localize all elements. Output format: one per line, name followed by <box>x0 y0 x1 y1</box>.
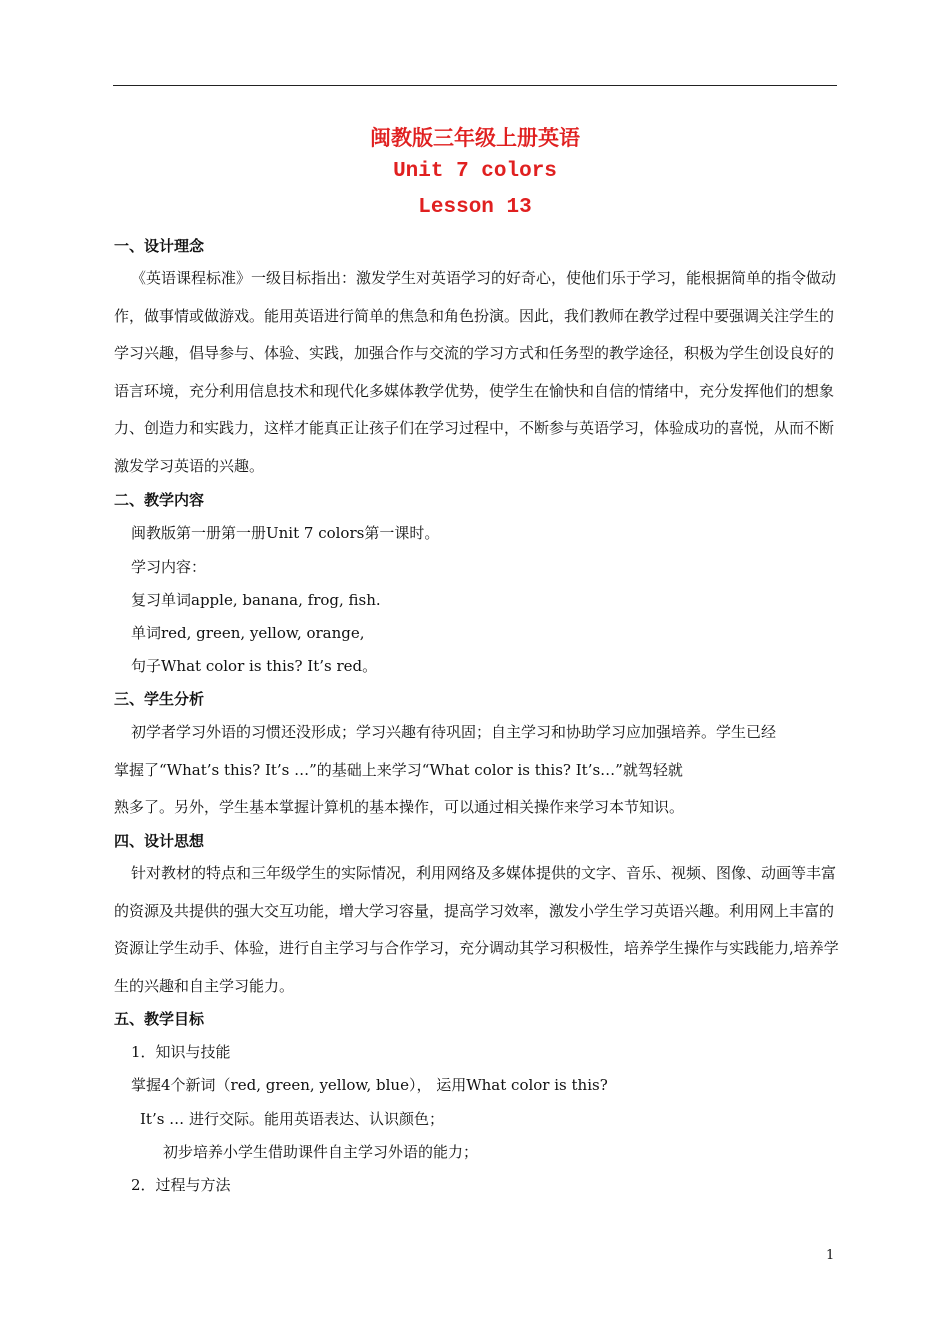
section-5-subheading: 2．过程与方法 <box>131 1176 231 1194</box>
doc-title: 闽教版三年级上册英语 <box>370 126 580 150</box>
section-2-line: 单词red, green, yellow, orange, <box>131 624 365 642</box>
section-5-line: 初步培养小学生借助课件自主学习外语的能力； <box>163 1143 479 1161</box>
section-3-line: 掌握了“What’s this? It’s …”的基础上来学习“What color is this? It’s…”就驾轻就 <box>114 761 683 779</box>
section-2-line: 句子What color is this? It’s red。 <box>131 657 378 675</box>
section-5-line: 掌握4个新词（red, green, yellow, blue）， 运用What color is this? <box>131 1076 608 1094</box>
header-rule <box>113 85 837 86</box>
section-5-subheading: 1．知识与技能 <box>131 1043 231 1061</box>
section-5-line: It’s … 进行交际。能用英语表达、认识颜色； <box>140 1110 444 1128</box>
section-heading-2: 二、教学内容 <box>114 491 205 509</box>
section-heading-3: 三、学生分析 <box>114 690 205 708</box>
section-heading-1: 一、设计理念 <box>114 237 205 255</box>
doc-unit-title: Unit 7 colors <box>393 160 557 183</box>
section-2-line: 闽教版第一册第一册Unit 7 colors第一课时。 <box>131 524 440 542</box>
section-3-line: 初学者学习外语的习惯还没形成；学习兴趣有待巩固；自主学习和协助学习应加强培养。学生已经 <box>131 723 777 741</box>
section-heading-4: 四、设计思想 <box>114 832 205 850</box>
page-number: 1 <box>826 1248 835 1263</box>
section-heading-5: 五、教学目标 <box>114 1010 205 1028</box>
doc-lesson-title: Lesson 13 <box>418 196 532 219</box>
section-4-paragraph: 针对教材的特点和三年级学生的实际情况，利用网络及多媒体提供的文字、音乐、视频、图像、动画等丰富的资源及共提供的强大交互功能，增大学习容量，提高学习效率，激发小学生学习英语兴趣。利用网上丰富的资源让学生动手、体验，进行自主学习与合作学习，充分调动其学习积极性，培养学生操作与实践能力,培养学生的兴趣和自主学习能力。 <box>114 864 839 995</box>
section-1-paragraph: 《英语课程标准》一级目标指出：激发学生对英语学习的好奇心，使他们乐于学习，能根据简单的指令做动作，做事情或做游戏。能用英语进行简单的焦急和角色扮演。因此，我们教师在教学过程中要强调关注学生的学习兴趣，倡导参与、体验、实践，加强合作与交流的学习方式和任务型的教学途径，积极为学生创设良好的语言环境，充分利用信息技术和现代化多媒体教学优势，使学生在愉快和自信的情绪中，充分发挥他们的想象力、创造力和实践力，这样才能真正让孩子们在学习过程中，不断参与英语学习，体验成功的喜悦，从而不断激发学习英语的兴趣。 <box>114 269 837 475</box>
section-2-line: 复习单词apple, banana, frog, fish. <box>131 591 381 609</box>
section-3-line: 熟多了。另外，学生基本掌握计算机的基本操作，可以通过相关操作来学习本节知识。 <box>114 798 685 816</box>
section-2-line: 学习内容： <box>131 558 207 576</box>
